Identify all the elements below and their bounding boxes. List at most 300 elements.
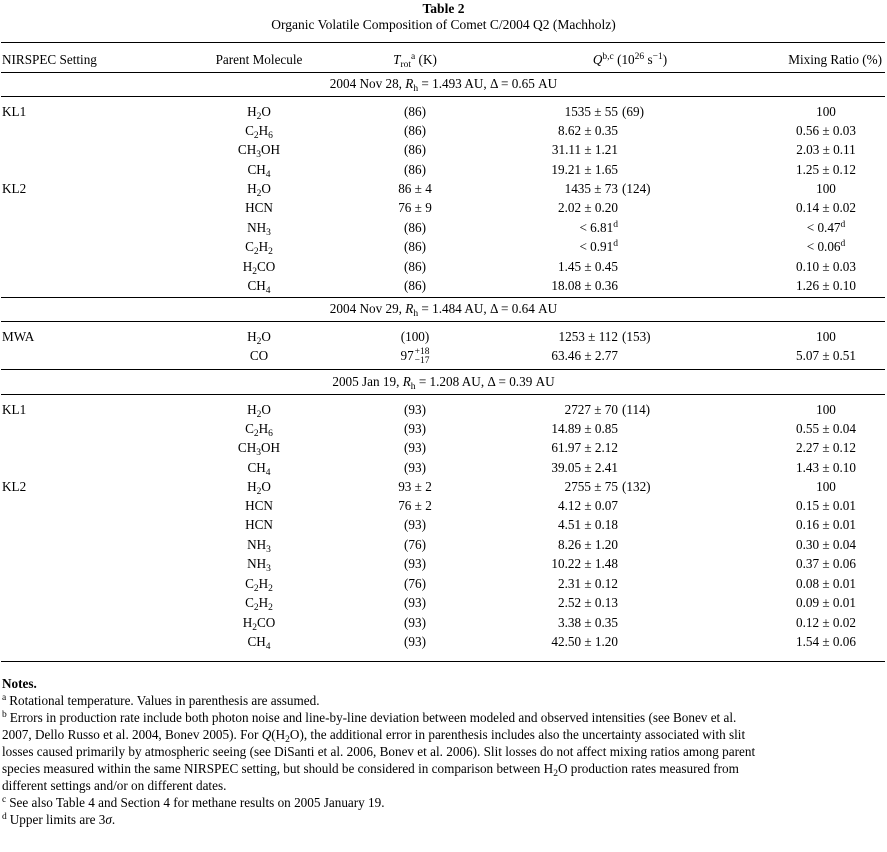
trot-value: (93) bbox=[404, 421, 426, 436]
notes-title: Notes. bbox=[2, 676, 37, 691]
trot-value: (86) bbox=[404, 239, 426, 254]
mixing-ratio bbox=[740, 239, 887, 255]
rotational-temperature bbox=[360, 479, 470, 495]
parent-molecule bbox=[209, 104, 309, 120]
molecule-part: CO bbox=[256, 615, 276, 630]
trot-value: (93) bbox=[404, 402, 426, 417]
mixing-ratio bbox=[740, 595, 887, 611]
note-d-text-post: . bbox=[111, 812, 116, 827]
molecule-subscript: 2 bbox=[268, 584, 273, 594]
note-d-text-pre: Upper limits are 3 bbox=[9, 812, 106, 827]
section-rule bbox=[1, 96, 885, 97]
rotational-temperature bbox=[360, 421, 470, 437]
note-d-sigma: σ bbox=[105, 812, 112, 827]
note-b-line4-post: O production rates measured from bbox=[557, 761, 739, 776]
mixing-ratio bbox=[740, 537, 887, 553]
trot-value: 97 bbox=[400, 348, 414, 364]
mixing-ratio bbox=[740, 220, 887, 236]
nirspec-setting: MWA bbox=[2, 329, 35, 344]
rotational-temperature bbox=[360, 440, 470, 456]
rotational-temperature bbox=[360, 615, 470, 631]
molecule-part: H bbox=[258, 576, 269, 591]
mixing-ratio-value: < 0.06 bbox=[806, 239, 841, 254]
parent-molecule bbox=[209, 460, 309, 476]
mixing-ratio bbox=[740, 162, 887, 178]
slit-loss-error: (69) bbox=[622, 104, 644, 119]
rotational-temperature bbox=[360, 181, 470, 197]
molecule-subscript: 2 bbox=[253, 584, 259, 594]
molecule-subscript: 2 bbox=[256, 112, 262, 122]
rotational-temperature bbox=[360, 537, 470, 553]
molecule-subscript: 2 bbox=[253, 603, 259, 613]
molecule-part: HCN bbox=[245, 517, 273, 532]
header-mixing-ratio: Mixing Ratio (%) bbox=[788, 52, 882, 67]
molecule-part: CH bbox=[237, 440, 257, 455]
parent-molecule bbox=[209, 479, 309, 495]
rotational-temperature bbox=[360, 498, 470, 514]
header-molecule: Parent Molecule bbox=[215, 52, 303, 67]
section-distance: = 1.493 AU, Δ = 0.65 AU bbox=[418, 76, 558, 91]
note-b-line2-mid: (H bbox=[271, 727, 286, 742]
molecule-subscript: 2 bbox=[253, 131, 259, 141]
mixing-ratio-value: 100 bbox=[816, 181, 836, 196]
molecule-part: C bbox=[245, 239, 254, 254]
production-rate bbox=[470, 421, 618, 437]
molecule-part: OH bbox=[261, 142, 281, 157]
trot-value: 76 ± 9 bbox=[398, 200, 432, 215]
molecule-part: H bbox=[247, 402, 257, 417]
molecule-part: H bbox=[247, 329, 257, 344]
q-value: 18.08 ± 0.36 bbox=[551, 278, 618, 293]
note-b-line2-q: Q bbox=[261, 727, 272, 742]
production-rate bbox=[470, 239, 618, 255]
trot-value: (93) bbox=[404, 595, 426, 610]
molecule-subscript: 2 bbox=[253, 429, 259, 439]
molecule-subscript: 3 bbox=[256, 150, 261, 160]
molecule-subscript: 2 bbox=[256, 410, 262, 420]
table-notes bbox=[2, 675, 886, 828]
q-value: < 6.81 bbox=[579, 220, 614, 235]
molecule-subscript: 2 bbox=[252, 267, 257, 277]
rotational-temperature bbox=[360, 460, 470, 476]
molecule-subscript: 3 bbox=[266, 228, 271, 238]
production-rate bbox=[470, 634, 618, 650]
header-trot-unit: (K) bbox=[415, 52, 437, 67]
molecule-part: O bbox=[261, 402, 271, 417]
rotational-temperature bbox=[360, 595, 470, 611]
production-rate bbox=[470, 123, 618, 139]
note-a bbox=[2, 692, 886, 709]
q-value: 2.31 ± 0.12 bbox=[558, 576, 618, 591]
table-number: Table 2 bbox=[422, 1, 465, 16]
note-d-mark: d bbox=[2, 812, 7, 822]
production-rate bbox=[470, 595, 618, 611]
molecule-part: CH bbox=[247, 162, 266, 177]
q-value: 8.26 ± 1.20 bbox=[558, 537, 618, 552]
q-value: 8.62 ± 0.35 bbox=[558, 123, 618, 138]
rotational-temperature bbox=[360, 517, 470, 533]
trot-value: (93) bbox=[404, 517, 426, 532]
section-date: 2005 Jan 19, bbox=[332, 374, 403, 389]
mixing-ratio-value: 1.25 ± 0.12 bbox=[796, 162, 856, 177]
production-rate bbox=[470, 615, 618, 631]
note-c-mark: c bbox=[2, 795, 7, 805]
molecule-part: H bbox=[242, 615, 253, 630]
mixing-ratio bbox=[740, 200, 887, 216]
section-rule bbox=[1, 369, 885, 370]
molecule-part: C bbox=[245, 421, 254, 436]
molecule-part: HCN bbox=[245, 498, 273, 513]
q-value: 31.11 ± 1.21 bbox=[551, 142, 618, 157]
bottom-rule bbox=[1, 661, 885, 662]
mixing-ratio-footnote: d bbox=[840, 239, 846, 249]
parent-molecule bbox=[209, 537, 309, 553]
rotational-temperature bbox=[360, 329, 470, 345]
rotational-temperature bbox=[360, 142, 470, 158]
section-heading bbox=[0, 301, 887, 317]
molecule-subscript: 2 bbox=[256, 337, 262, 347]
section-distance: = 1.208 AU, Δ = 0.39 AU bbox=[415, 374, 555, 389]
molecule-part: HCN bbox=[245, 200, 273, 215]
parent-molecule bbox=[209, 576, 309, 592]
note-b-mark: b bbox=[2, 710, 7, 720]
trot-upper-error: +18 bbox=[414, 347, 430, 357]
mixing-ratio bbox=[740, 421, 887, 437]
note-b-line2-pre: 2007, Dello Russo et al. 2004, Bonev 2005). For bbox=[2, 727, 262, 742]
production-rate bbox=[470, 200, 618, 216]
molecule-subscript: 4 bbox=[265, 170, 271, 180]
rotational-temperature bbox=[360, 123, 470, 139]
mixing-ratio-value: 1.26 ± 0.10 bbox=[796, 278, 856, 293]
slit-loss-error: (114) bbox=[622, 402, 651, 417]
molecule-part: CO bbox=[256, 259, 276, 274]
trot-value: 76 ± 2 bbox=[398, 498, 432, 513]
molecule-subscript: 3 bbox=[266, 545, 271, 555]
molecule-subscript: 2 bbox=[268, 247, 273, 257]
mixing-ratio bbox=[740, 576, 887, 592]
rotational-temperature bbox=[360, 239, 470, 255]
mixing-ratio-value: 100 bbox=[816, 479, 836, 494]
molecule-part: H bbox=[258, 595, 269, 610]
rotational-temperature bbox=[360, 634, 470, 650]
parent-molecule bbox=[209, 498, 309, 514]
molecule-part: CH bbox=[247, 634, 266, 649]
q-value: 42.50 ± 1.20 bbox=[551, 634, 618, 649]
q-value: 2.02 ± 0.20 bbox=[558, 200, 618, 215]
molecule-part: H bbox=[242, 259, 253, 274]
section-rh-sub: h bbox=[413, 309, 419, 319]
mixing-ratio-value: 100 bbox=[816, 329, 836, 344]
mixing-ratio-value: 0.30 ± 0.04 bbox=[796, 537, 856, 552]
note-b-line1 bbox=[2, 709, 886, 726]
mixing-ratio bbox=[740, 181, 887, 197]
mixing-ratio bbox=[740, 556, 887, 572]
rotational-temperature bbox=[360, 259, 470, 275]
production-rate bbox=[470, 460, 618, 476]
molecule-subscript: 6 bbox=[268, 131, 273, 141]
molecule-part: H bbox=[247, 104, 257, 119]
mixing-ratio bbox=[740, 440, 887, 456]
section-rule bbox=[1, 321, 885, 322]
q-footnote: d bbox=[613, 220, 618, 230]
mixing-ratio bbox=[740, 634, 887, 650]
production-rate bbox=[470, 576, 618, 592]
header-trot bbox=[360, 52, 470, 68]
trot-lower-error: −17 bbox=[414, 356, 430, 366]
molecule-part: CH bbox=[247, 278, 266, 293]
nirspec-setting: KL1 bbox=[2, 104, 27, 119]
trot-value: (86) bbox=[404, 162, 426, 177]
parent-molecule bbox=[209, 181, 309, 197]
q-value: 2755 ± 75 bbox=[564, 479, 618, 494]
trot-value: (93) bbox=[404, 615, 426, 630]
slit-loss-error: (153) bbox=[622, 329, 651, 344]
molecule-part: O bbox=[261, 181, 271, 196]
molecule-subscript: 2 bbox=[256, 487, 262, 497]
note-b-line4 bbox=[2, 760, 886, 777]
molecule-part: C bbox=[245, 595, 254, 610]
trot-asymmetric-error bbox=[415, 348, 430, 366]
molecule-part: H bbox=[247, 181, 257, 196]
note-b-line2-sub: 2 bbox=[285, 735, 290, 745]
mixing-ratio-value: 0.15 ± 0.01 bbox=[796, 498, 856, 513]
header-trot-symbol: T bbox=[393, 52, 401, 67]
q-value: < 0.91 bbox=[579, 239, 614, 254]
trot-value: (76) bbox=[404, 537, 426, 552]
mixing-ratio-value: 0.14 ± 0.02 bbox=[796, 200, 856, 215]
mixing-ratio-value: 0.12 ± 0.02 bbox=[796, 615, 856, 630]
slit-loss-error: (124) bbox=[622, 181, 651, 196]
mixing-ratio-value: 0.10 ± 0.03 bbox=[796, 259, 856, 274]
q-value: 3.38 ± 0.35 bbox=[558, 615, 618, 630]
q-value: 14.89 ± 0.85 bbox=[551, 421, 618, 436]
rotational-temperature bbox=[360, 200, 470, 216]
header-q-unit-pre: (10 bbox=[613, 52, 635, 67]
header-rule bbox=[1, 72, 885, 73]
parent-molecule bbox=[209, 348, 309, 364]
production-rate bbox=[470, 440, 618, 456]
q-value: 10.22 ± 1.48 bbox=[551, 556, 618, 571]
nirspec-setting: KL1 bbox=[2, 402, 27, 417]
trot-value: (86) bbox=[404, 104, 426, 119]
header-setting: NIRSPEC Setting bbox=[2, 52, 97, 67]
q-value: 1435 ± 73 bbox=[564, 181, 618, 196]
molecule-part: NH bbox=[247, 220, 267, 235]
trot-value: (86) bbox=[404, 278, 426, 293]
production-rate bbox=[470, 104, 618, 120]
rotational-temperature bbox=[360, 278, 470, 294]
header-q-unit-post: ) bbox=[662, 52, 668, 67]
q-value: 1253 ± 112 bbox=[558, 329, 618, 344]
molecule-part: OH bbox=[261, 440, 281, 455]
rotational-temperature bbox=[360, 556, 470, 572]
parent-molecule bbox=[209, 329, 309, 345]
nirspec-setting: KL2 bbox=[2, 479, 27, 494]
header-trot-sup: a bbox=[411, 52, 416, 62]
trot-value: (93) bbox=[404, 440, 426, 455]
molecule-subscript: 4 bbox=[265, 468, 271, 478]
parent-molecule bbox=[209, 615, 309, 631]
mixing-ratio bbox=[740, 123, 887, 139]
trot-value: 93 ± 2 bbox=[398, 479, 432, 494]
trot-value: (86) bbox=[404, 123, 426, 138]
parent-molecule bbox=[209, 634, 309, 650]
parent-molecule bbox=[209, 440, 309, 456]
mixing-ratio-value: 0.37 ± 0.06 bbox=[796, 556, 856, 571]
parent-molecule bbox=[209, 200, 309, 216]
mixing-ratio-value: 0.16 ± 0.01 bbox=[796, 517, 856, 532]
mixing-ratio-value: 0.08 ± 0.01 bbox=[796, 576, 856, 591]
q-value: 39.05 ± 2.41 bbox=[551, 460, 618, 475]
parent-molecule bbox=[209, 278, 309, 294]
parent-molecule bbox=[209, 259, 309, 275]
section-rh-sub: h bbox=[410, 382, 416, 392]
q-value: 2.52 ± 0.13 bbox=[558, 595, 618, 610]
note-a-text: Rotational temperature. Values in parenthesis are assumed. bbox=[9, 693, 320, 708]
note-b-line4-pre: species measured within the same NIRSPEC setting, but should be considered in comparison between H bbox=[2, 761, 554, 776]
molecule-part: H bbox=[258, 239, 269, 254]
mixing-ratio bbox=[740, 278, 887, 294]
q-value: 4.12 ± 0.07 bbox=[558, 498, 618, 513]
mixing-ratio bbox=[740, 348, 887, 364]
rotational-temperature bbox=[360, 348, 470, 366]
molecule-part: H bbox=[247, 479, 257, 494]
rotational-temperature bbox=[360, 402, 470, 418]
mixing-ratio bbox=[740, 460, 887, 476]
note-a-mark: a bbox=[2, 693, 7, 703]
mixing-ratio-value: 2.27 ± 0.12 bbox=[796, 440, 856, 455]
header-q-unit-exp: 26 bbox=[634, 52, 645, 62]
mixing-ratio bbox=[740, 498, 887, 514]
production-rate bbox=[470, 556, 618, 572]
mixing-ratio bbox=[740, 259, 887, 275]
molecule-part: CO bbox=[249, 348, 269, 363]
section-date: 2004 Nov 28, bbox=[329, 76, 406, 91]
mixing-ratio-value: 0.56 ± 0.03 bbox=[796, 123, 856, 138]
nirspec-setting: KL2 bbox=[2, 181, 27, 196]
molecule-part: H bbox=[258, 123, 269, 138]
q-value: 4.51 ± 0.18 bbox=[558, 517, 618, 532]
mixing-ratio-value: 100 bbox=[816, 104, 836, 119]
molecule-part: H bbox=[258, 421, 269, 436]
q-value: 1535 ± 55 bbox=[564, 104, 618, 119]
production-rate bbox=[470, 181, 618, 197]
mixing-ratio bbox=[740, 479, 887, 495]
molecule-part: O bbox=[261, 479, 271, 494]
molecule-subscript: 2 bbox=[253, 247, 259, 257]
trot-value: (86) bbox=[404, 259, 426, 274]
header-q-symbol: Q bbox=[592, 52, 603, 67]
molecule-subscript: 4 bbox=[265, 642, 271, 652]
production-rate bbox=[470, 479, 618, 495]
q-value: 1.45 ± 0.45 bbox=[558, 259, 618, 274]
note-b-line5: different settings and/or on different dates. bbox=[2, 778, 227, 793]
production-rate bbox=[470, 402, 618, 418]
molecule-subscript: 2 bbox=[268, 603, 273, 613]
mixing-ratio-value: 1.54 ± 0.06 bbox=[796, 634, 856, 649]
molecule-subscript: 2 bbox=[252, 623, 257, 633]
header-q-unit-mid: s bbox=[644, 52, 653, 67]
parent-molecule bbox=[209, 123, 309, 139]
section-rh-symbol: R bbox=[402, 374, 411, 389]
mixing-ratio-value: 1.43 ± 0.10 bbox=[796, 460, 856, 475]
production-rate bbox=[470, 537, 618, 553]
production-rate bbox=[470, 142, 618, 158]
section-rh-symbol: R bbox=[405, 301, 414, 316]
q-footnote: d bbox=[613, 239, 618, 249]
parent-molecule bbox=[209, 220, 309, 236]
mixing-ratio bbox=[740, 142, 887, 158]
note-b-line2-post: O), the additional error in parenthesis includes also the uncertainty associated with slit bbox=[289, 727, 746, 742]
molecule-part: NH bbox=[247, 556, 267, 571]
molecule-part: O bbox=[261, 104, 271, 119]
rotational-temperature bbox=[360, 162, 470, 178]
note-b-line4-sub: 2 bbox=[553, 769, 558, 779]
production-rate bbox=[470, 348, 618, 364]
table-title: Organic Volatile Composition of Comet C/2004 Q2 (Machholz) bbox=[271, 17, 616, 32]
molecule-part: C bbox=[245, 576, 254, 591]
mixing-ratio-value: 0.55 ± 0.04 bbox=[796, 421, 856, 436]
parent-molecule bbox=[209, 421, 309, 437]
rotational-temperature bbox=[360, 220, 470, 236]
production-rate bbox=[470, 329, 618, 345]
top-rule bbox=[1, 42, 885, 43]
production-rate bbox=[470, 278, 618, 294]
note-b-line1-text: Errors in production rate include both photon noise and line-by-line deviation between modeled and observed intensities (see Bonev et al. bbox=[9, 710, 737, 725]
trot-value: (93) bbox=[404, 460, 426, 475]
section-rule bbox=[1, 297, 885, 298]
mixing-ratio-value: 2.03 ± 0.11 bbox=[796, 142, 856, 157]
parent-molecule bbox=[209, 162, 309, 178]
trot-value: (93) bbox=[404, 634, 426, 649]
trot-value: (93) bbox=[404, 556, 426, 571]
parent-molecule bbox=[209, 556, 309, 572]
production-rate bbox=[470, 498, 618, 514]
molecule-part: CH bbox=[247, 460, 266, 475]
mixing-ratio bbox=[740, 517, 887, 533]
production-rate bbox=[470, 220, 618, 236]
mixing-ratio-value: 100 bbox=[816, 402, 836, 417]
mixing-ratio bbox=[740, 104, 887, 120]
trot-value: 86 ± 4 bbox=[398, 181, 432, 196]
note-b-line2 bbox=[2, 726, 886, 743]
q-value: 2727 ± 70 bbox=[564, 402, 618, 417]
slit-loss-error: (132) bbox=[622, 479, 651, 494]
section-heading bbox=[0, 374, 887, 390]
parent-molecule bbox=[209, 595, 309, 611]
molecule-part: C bbox=[245, 123, 254, 138]
mixing-ratio bbox=[740, 402, 887, 418]
header-trot-sub: rot bbox=[400, 60, 412, 70]
mixing-ratio bbox=[740, 329, 887, 345]
section-distance: = 1.484 AU, Δ = 0.64 AU bbox=[418, 301, 558, 316]
molecule-subscript: 3 bbox=[256, 448, 261, 458]
q-value: 63.46 ± 2.77 bbox=[551, 348, 618, 363]
trot-value: (100) bbox=[400, 329, 430, 344]
mixing-ratio-footnote: d bbox=[840, 220, 846, 230]
section-rh-sub: h bbox=[413, 84, 419, 94]
molecule-subscript: 6 bbox=[268, 429, 273, 439]
mixing-ratio-value: < 0.47 bbox=[806, 220, 841, 235]
rotational-temperature bbox=[360, 576, 470, 592]
production-rate bbox=[470, 259, 618, 275]
parent-molecule bbox=[209, 239, 309, 255]
q-value: 61.97 ± 2.12 bbox=[551, 440, 618, 455]
note-d bbox=[2, 811, 886, 828]
note-c bbox=[2, 794, 886, 811]
mixing-ratio-value: 0.09 ± 0.01 bbox=[796, 595, 856, 610]
production-rate bbox=[470, 162, 618, 178]
